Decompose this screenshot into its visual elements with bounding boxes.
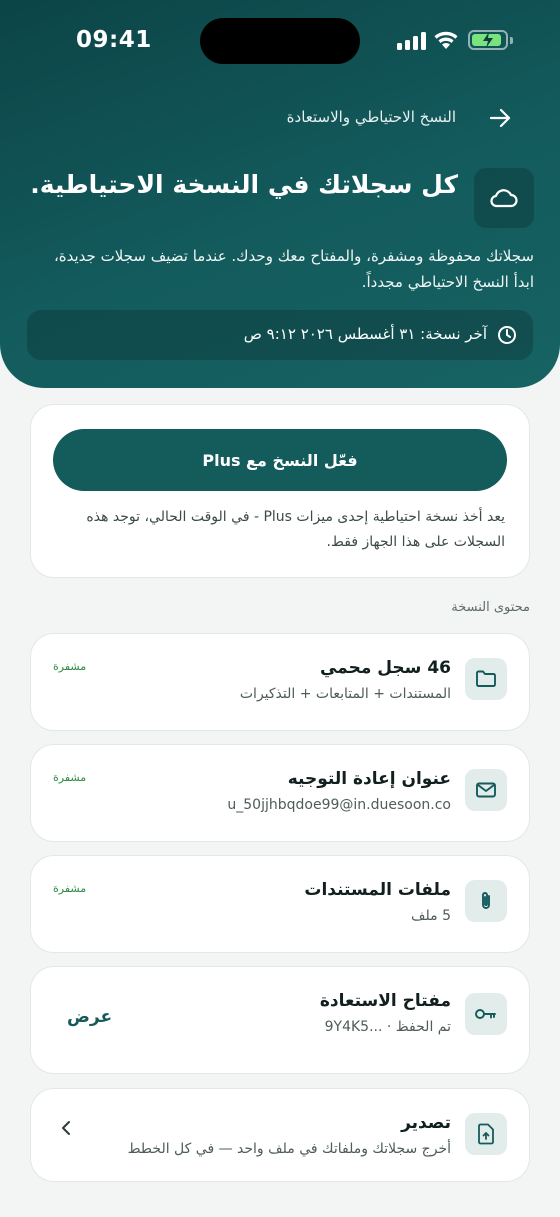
- folder-icon: [465, 658, 507, 700]
- view-key-button[interactable]: عرض: [67, 1007, 113, 1027]
- battery-icon: [468, 30, 508, 50]
- item-title: عنوان إعادة التوجيه: [287, 769, 451, 789]
- enable-plus-button[interactable]: فعّل النسخ مع Plus: [53, 429, 507, 491]
- wifi-icon: [433, 29, 459, 51]
- status-time: 09:41: [76, 27, 152, 53]
- clock-icon: [497, 325, 517, 345]
- upload-file-icon: [465, 1113, 507, 1155]
- encrypted-badge: مشفرة: [53, 882, 87, 895]
- item-subtitle: 5 ملف: [411, 908, 451, 924]
- last-backup-text: آخر نسخة: ٣١ أغسطس ٢٠٢٦ ٩:١٢ ص: [243, 325, 487, 343]
- dynamic-island: [200, 18, 360, 64]
- list-item-export[interactable]: [30, 1088, 530, 1182]
- battery-nub: [510, 37, 513, 44]
- item-subtitle: أخرج سجلاتك وملفاتك في ملف واحد — في كل الخطط: [127, 1141, 451, 1157]
- plus-card: [30, 404, 530, 578]
- list-item-document-files: [30, 855, 530, 953]
- list-item-protected-records: [30, 633, 530, 731]
- item-title: تصدير: [401, 1113, 451, 1133]
- encrypted-badge: مشفرة: [53, 660, 87, 673]
- paperclip-icon: [465, 880, 507, 922]
- section-label: محتوى النسخة: [451, 600, 530, 615]
- item-title: ملفات المستندات: [304, 880, 451, 900]
- page-title: النسخ الاحتياطي والاستعادة: [286, 108, 456, 126]
- item-subtitle: المستندات + المتابعات + التذكيرات: [239, 686, 451, 702]
- cloud-icon: [474, 168, 534, 228]
- key-icon: [465, 993, 507, 1035]
- item-subtitle: 9Y4K5... · تم الحفظ: [324, 1019, 451, 1035]
- item-title: 46 سجل محمي: [319, 658, 451, 678]
- hero-description: سجلاتك محفوظة ومشفرة، والمفتاح معك وحدك. عندما تضيف سجلات جديدة، ابدأ النسخ الاحتياطي مجدداً.: [53, 247, 534, 291]
- chevron-left-icon: [59, 1119, 73, 1137]
- item-subtitle: u_50jjhbqdoe99@in.duesoon.co: [227, 797, 451, 813]
- signal-icon: [397, 32, 427, 50]
- hero-title: كل سجلاتك في النسخة الاحتياطية.: [30, 170, 458, 199]
- header-panel: [0, 0, 560, 388]
- last-backup-bar: [27, 310, 533, 360]
- mail-icon: [465, 769, 507, 811]
- plus-note: يعد أخذ نسخة احتياطية إحدى ميزات Plus - في الوقت الحالي، توجد هذه السجلات على هذا الجهاز فقط.: [86, 509, 505, 550]
- list-item-recovery-key: [30, 966, 530, 1074]
- arrow-right-icon[interactable]: [486, 104, 514, 132]
- list-item-forwarding-address: [30, 744, 530, 842]
- item-title: مفتاح الاستعادة: [319, 991, 451, 1011]
- encrypted-badge: مشفرة: [53, 771, 87, 784]
- status-bar: [0, 0, 560, 82]
